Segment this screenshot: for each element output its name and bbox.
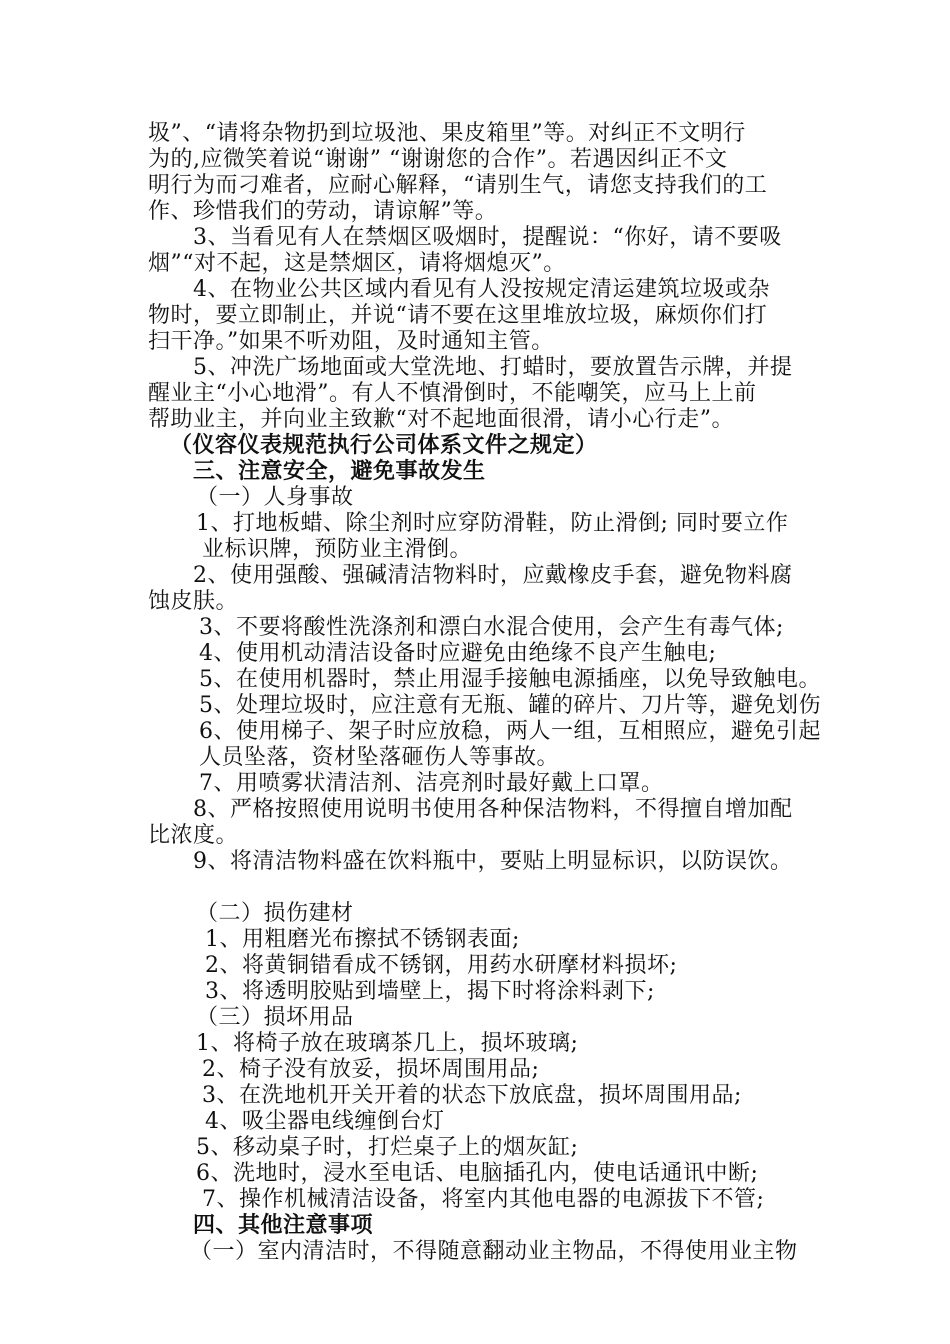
list-item: 5、移动桌子时，打烂桌子上的烟灰缸;: [196, 1135, 579, 1160]
text-line: 3、当看见有人在禁烟区吸烟时，提醒说：“你好，请不要吸: [193, 225, 782, 250]
text-line: 帮助业主，并向业主致歉“对不起地面很滑，请小心行走”。: [148, 407, 734, 432]
list-item: 5、在使用机器时，禁止用湿手接触电源插座，以免导致触电。: [199, 667, 821, 692]
list-item: 6、使用梯子、架子时应放稳，两人一组，互相照应，避免引起: [199, 719, 821, 744]
list-item: 2、椅子没有放妥，损坏周围用品;: [202, 1057, 540, 1082]
subsection-heading: （三）损坏用品: [196, 1005, 354, 1030]
list-item: （一）室内清洁时，不得随意翻动业主物品，不得使用业主物: [190, 1239, 798, 1264]
note-line: （仪容仪表规范执行公司体系文件之规定）: [170, 433, 598, 458]
text-line: 5、冲洗广场地面或大堂洗地、打蜡时，要放置告示牌，并提: [193, 355, 793, 380]
list-item: 4、吸尘器电线缠倒台灯: [205, 1109, 445, 1134]
list-item: 4、使用机动清洁设备时应避免由绝缘不良产生触电;: [199, 641, 717, 666]
text-line: 业标识牌，预防业主滑倒。: [202, 537, 473, 562]
list-item: 3、不要将酸性洗涤剂和漂白水混合使用，会产生有毒气体;: [199, 615, 784, 640]
subsection-heading: （二）损伤建材: [196, 901, 354, 926]
text-line: 醒业主“小心地滑”。有人不慎滑倒时，不能嘲笑，应马上上前: [148, 381, 757, 406]
list-item: 9、将清洁物料盛在饮料瓶中，要贴上明显标识，以防误饮。: [193, 849, 793, 874]
list-item: 8、严格按照使用说明书使用各种保洁物料，不得擅自增加配: [193, 797, 793, 822]
list-item: 2、将黄铜错看成不锈钢，用药水研摩材料损坏;: [205, 953, 678, 978]
text-line: 作、珍惜我们的劳动，请谅解”等。: [148, 199, 498, 224]
list-item: 7、用喷雾状清洁剂、洁亮剂时最好戴上口罩。: [199, 771, 664, 796]
list-item: 7、操作机械清洁设备，将室内其他电器的电源拔下不管;: [202, 1187, 765, 1212]
list-item: 5、处理垃圾时，应注意有无瓶、罐的碎片、刀片等，避免划伤: [199, 693, 821, 718]
section-heading: 三、注意安全，避免事故发生: [193, 459, 486, 484]
list-item: 1、用粗磨光布擦拭不锈钢表面;: [205, 927, 520, 952]
text-line: 为的,应微笑着说“谢谢” “谢谢您的合作”。若遇因纠正不文: [148, 147, 728, 172]
list-item: 1、将椅子放在玻璃茶几上，损坏玻璃;: [196, 1031, 579, 1056]
list-item: 1、打地板蜡、除尘剂时应穿防滑鞋，防止滑倒; 同时要立作: [196, 511, 789, 536]
list-item: 3、将透明胶贴到墙壁上，揭下时将涂料剥下;: [205, 979, 655, 1004]
list-item: 3、在洗地机开关开着的状态下放底盘，损坏周围用品;: [202, 1083, 742, 1108]
text-line: 烟”“对不起，这是禁烟区，请将烟熄灭”。: [148, 251, 566, 276]
section-heading: 四、其他注意事项: [193, 1213, 374, 1238]
list-item: 2、使用强酸、强碱清洁物料时，应戴橡皮手套，避免物料腐: [193, 563, 793, 588]
subsection-heading: （一）人身事故: [196, 485, 354, 510]
text-line: 蚀皮肤。: [148, 589, 239, 614]
text-line: 物时，要立即制止，并说“请不要在这里堆放垃圾，麻烦你们打: [148, 303, 768, 328]
text-line: 4、在物业公共区域内看见有人没按规定清运建筑垃圾或杂: [193, 277, 770, 302]
text-line: 扫干净。”如果不听劝阻，及时通知主管。: [148, 329, 554, 354]
text-line: 比浓度。: [148, 823, 239, 848]
list-item: 6、洗地时，浸水至电话、电脑插孔内，使电话通讯中断;: [196, 1161, 759, 1186]
text-line: 人员坠落，资材坠落砸伤人等事故。: [199, 745, 560, 770]
text-line: 圾”、“请将杂物扔到垃圾池、果皮箱里”等。对纠正不文明行: [148, 121, 746, 146]
text-line: 明行为而刁难者，应耐心解释，“请别生气，请您支持我们的工: [148, 173, 768, 198]
